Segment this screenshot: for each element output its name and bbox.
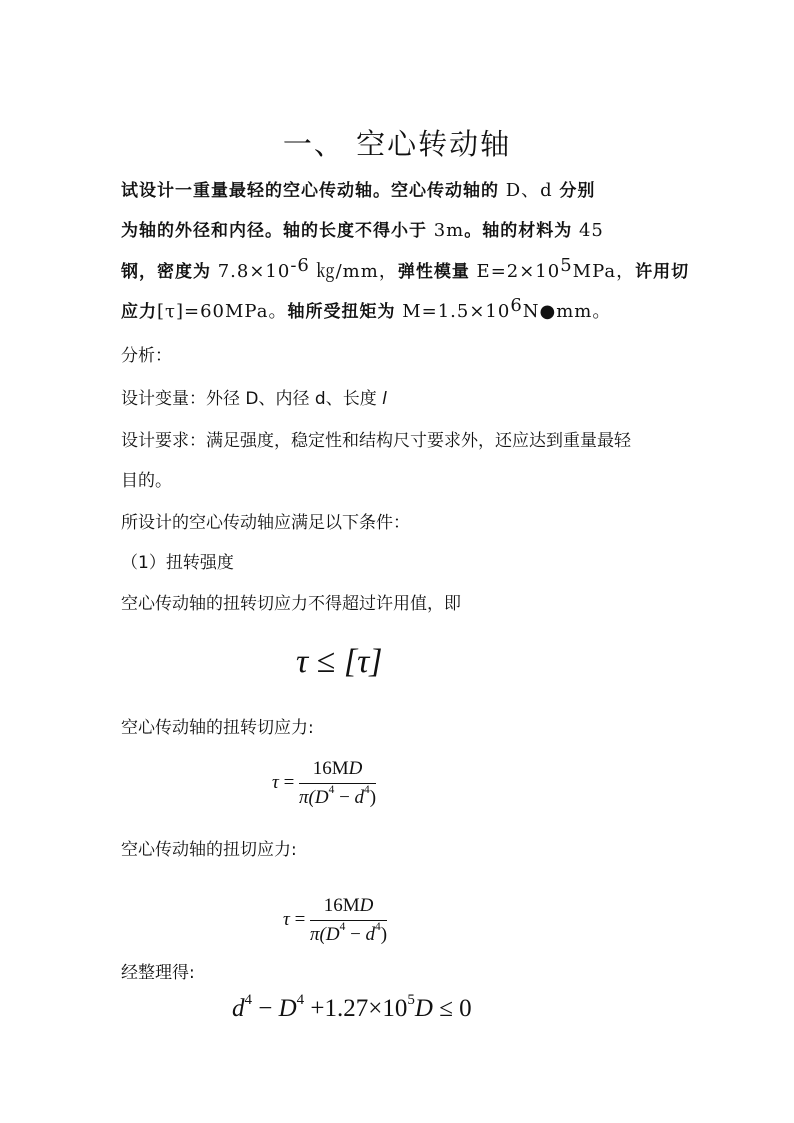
exponent: 4 [328, 784, 335, 796]
problem-text: 试设计一重量最轻的空心传动轴。空心传动轴的 [121, 181, 499, 201]
exponent: 4 [244, 992, 252, 1008]
minus-sign: − [334, 787, 355, 808]
outer-diameter-var: D [314, 787, 329, 808]
problem-text: 弹性模量 [397, 262, 470, 282]
numerator-constant: 16M [323, 895, 360, 916]
problem-text: 钢，密度为 [121, 262, 211, 282]
minus-sign: − [252, 995, 279, 1022]
torque-value: M=1.5×10 [395, 301, 511, 322]
fraction [310, 895, 387, 946]
leq-operator: ≤ [308, 643, 344, 680]
design-requirements-line-2: 目的。 [121, 471, 172, 491]
equals-sign: = [278, 771, 300, 793]
numerator-constant: 16M [312, 758, 349, 779]
inner-diameter-var: d [354, 787, 365, 808]
close-paren: ) [369, 787, 377, 808]
minus-sign: − [345, 924, 366, 945]
tau-symbol: τ [272, 771, 279, 793]
exponent: 4 [296, 992, 305, 1008]
coefficient: +1.27×10 [304, 995, 408, 1022]
problem-line-4 [121, 297, 611, 323]
outer-diameter-var: D [414, 995, 433, 1022]
fraction [299, 758, 376, 809]
fraction-denominator [310, 921, 387, 946]
modulus-exponent: 5 [560, 255, 573, 276]
numerator-variable: D [359, 895, 374, 916]
analysis-label: 分析： [121, 346, 172, 366]
allowable-stress: [τ]=60MPa。 [157, 301, 288, 322]
condition-1-description: 空心传动轴的扭转切应力不得超过许用值，即 [121, 594, 461, 614]
problem-text: 轴所受扭矩为 [287, 302, 396, 322]
leq-zero: ≤ 0 [432, 995, 472, 1022]
problem-line-2 [121, 216, 604, 241]
inner-diameter-var: d [365, 924, 376, 945]
problem-text: 。轴的材料为 [464, 221, 573, 241]
rearranged-label: 经整理得: [121, 963, 195, 983]
outer-diameter-var: D [278, 995, 297, 1022]
density-unit: ㎏/mm， [309, 261, 398, 282]
density-exponent: -6 [290, 255, 310, 276]
pi-symbol: π( [299, 787, 315, 808]
problem-length: 3m [427, 220, 465, 241]
length-variable: l [382, 389, 387, 409]
strength-inequality [296, 643, 382, 681]
tau-symbol: τ [296, 643, 309, 680]
rearranged-inequality [232, 992, 472, 1023]
shear-stress-label-2: 空心传动轴的扭切应力: [121, 840, 297, 860]
conditions-intro: 所设计的空心传动轴应满足以下条件： [121, 513, 410, 533]
inner-diameter-var: d [232, 995, 245, 1022]
fraction-numerator [299, 758, 376, 784]
problem-material: 45 [572, 220, 604, 241]
equals-sign: = [289, 908, 311, 930]
exponent: 4 [375, 921, 381, 933]
density-value: 7.8×10 [211, 261, 291, 282]
modulus-value: E=2×10 [469, 261, 561, 282]
modulus-unit: MPa， [572, 261, 636, 282]
problem-text: 许用切 [635, 262, 690, 282]
page-title: 一、 空心转动轴 [282, 127, 512, 161]
shear-stress-label: 空心传动轴的扭转切应力: [121, 718, 314, 738]
problem-line-3 [121, 257, 689, 283]
outer-diameter-var: D [325, 924, 340, 945]
problem-text: 应力 [121, 302, 157, 322]
fraction-numerator [310, 895, 387, 921]
fraction-denominator [299, 784, 376, 809]
problem-vars: D、d [499, 180, 560, 201]
allowable-tau: [τ] [343, 643, 383, 680]
exponent: 5 [407, 992, 415, 1008]
problem-line-1 [121, 176, 595, 202]
numerator-variable: D [348, 758, 363, 779]
design-requirements-line-1: 设计要求：满足强度，稳定性和结构尺寸要求外，还应达到重量最轻 [121, 431, 631, 451]
torque-unit: N●mm。 [522, 301, 612, 322]
condition-1-heading: （1）扭转强度 [121, 553, 234, 573]
exponent: 4 [364, 784, 370, 796]
problem-text: 分别 [559, 181, 596, 201]
exponent: 4 [339, 921, 346, 933]
torque-exponent: 6 [510, 295, 523, 316]
problem-text: 为轴的外径和内径。轴的长度不得小于 [121, 221, 427, 241]
close-paren: ) [380, 924, 388, 945]
design-variables-text: 设计变量：外径 D、内径 d、长度 [121, 389, 383, 409]
tau-symbol: τ [283, 908, 290, 930]
shear-stress-formula [272, 758, 376, 809]
design-variables [121, 384, 387, 409]
shear-stress-formula-2 [283, 895, 387, 946]
pi-symbol: π( [310, 924, 326, 945]
